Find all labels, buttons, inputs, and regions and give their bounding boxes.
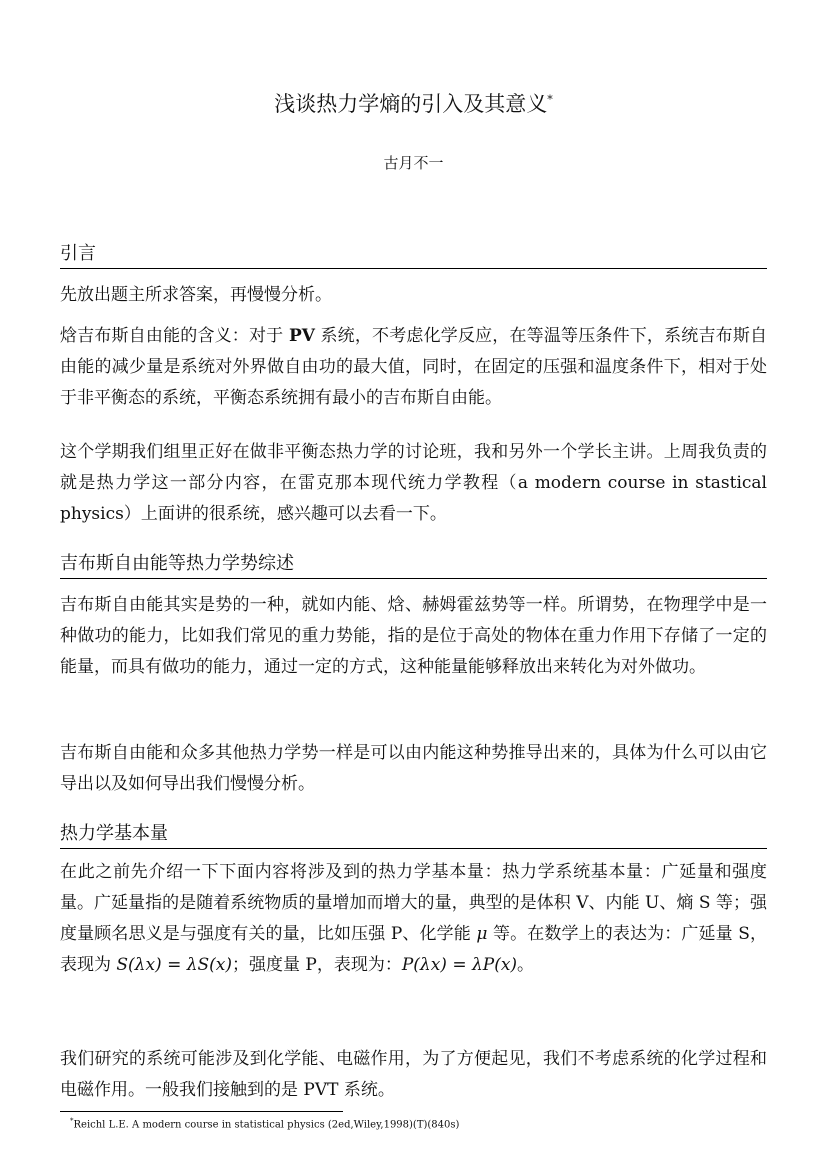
basics-p1-text-d: 。	[517, 955, 535, 975]
gibbs-paragraph-2: 吉布斯自由能和众多其他热力学势一样是可以由内能这种势推导出来的，具体为什么可以由它导出以及如何导出我们慢慢分析。	[60, 743, 767, 794]
gibbs-paragraph-1: 吉布斯自由能其实是势的一种，就如内能、焓、赫姆霍兹势等一样。所谓势，在物理学中是一种做功的能力，比如我们常见的重力势能，指的是位于高处的物体在重力作用下存储了一定的能量，而具有做功的能力，通过一定的方式，这种能量能够释放出来转化为对外做功。	[60, 595, 767, 677]
mu-symbol: μ	[476, 924, 488, 944]
footnote-mark: *	[70, 1117, 74, 1125]
footnote	[70, 1117, 459, 1130]
paper-title	[60, 88, 767, 118]
intro-paragraph-1: 先放出题主所求答案，再慢慢分析。	[60, 285, 332, 305]
section-heading-intro: 引言	[60, 243, 767, 269]
extensive-equation: S(λx) = λS(x)	[116, 955, 233, 975]
section-heading-gibbs: 吉布斯自由能等热力学势综述	[60, 553, 767, 579]
title-text: 浅谈热力学熵的引入及其意义	[274, 92, 548, 116]
basics-p1-text-c: ；强度量 P，表现为：	[232, 955, 402, 975]
section-heading-basics: 热力学基本量	[60, 823, 767, 849]
intro-p2-text-c: 系统，不考虑化学反应，在等温等压条件下，系统吉布斯自由能的减少量是系统对外界做自由功的最大值，同时，在固定的压强和温度条件下，相对于处于非平衡态的系统，平衡态系统拥有最小的吉布斯自由能。	[60, 326, 768, 408]
basics-p1-text-a: 在此之前先介绍一下下面内容将涉及到的热力学基本量：热力学系统基本量：广延量和强度量。广延量指的是随着系统物质的量增加而增大的量，典型的是体积 V、内能 U、熵 S 等；强度量顾名思义是与强度有关的量，比如压强 P、化学能	[60, 862, 767, 944]
intro-p2-bold: PV	[288, 326, 315, 346]
basics-p1-text-b: 等。在数学上的表达为：广延量 S，表现为	[60, 924, 768, 975]
author: 古月不一	[383, 154, 444, 172]
intro-p2-text-a: 焓吉布斯自由能的含义：对于	[60, 326, 289, 346]
intro-paragraph-3: 这个学期我们组里正好在做非平衡态热力学的讨论班，我和另外一个学长主讲。上周我负责的就是热力学这一部分内容，在雷克那本现代统力学教程（a modern course in stastical physics）上面讲的很系统，感兴趣可以去看一下。	[60, 442, 767, 524]
intensive-equation: P(λx) = λP(x)	[401, 955, 518, 975]
title-footnote-mark: *	[547, 93, 553, 106]
footnote-rule	[60, 1111, 343, 1112]
intro-paragraph-2	[60, 321, 767, 414]
footnote-text: Reichl L.E. A modern course in statistical physics (2ed,Wiley,1998)(T)(840s)	[73, 1119, 460, 1131]
basics-paragraph-2: 我们研究的系统可能涉及到化学能、电磁作用，为了方便起见，我们不考虑系统的化学过程和电磁作用。一般我们接触到的是 PVT 系统。	[60, 1049, 767, 1100]
basics-paragraph-1	[60, 857, 767, 981]
